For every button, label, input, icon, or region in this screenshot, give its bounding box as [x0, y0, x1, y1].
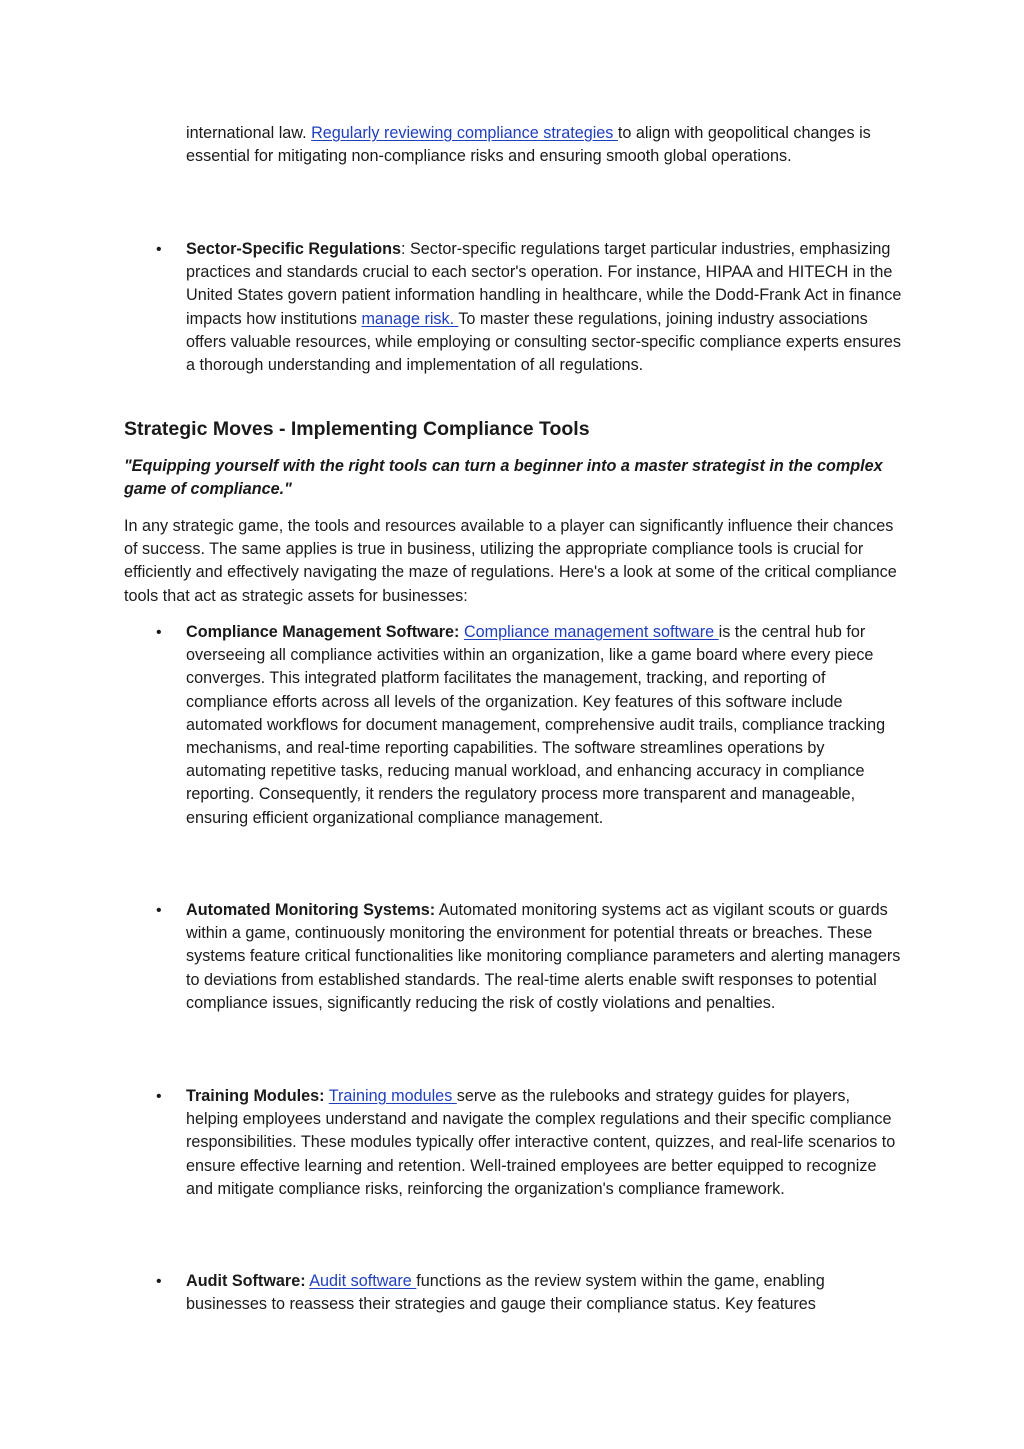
bullet-icon: •	[156, 902, 162, 919]
compliance-software-link[interactable]: Compliance management software	[463, 623, 719, 641]
tool-lead: Training Modules:	[186, 1087, 325, 1105]
manage-risk-link[interactable]: manage risk.	[361, 309, 459, 328]
sector-text-after: To master these regulations, joining industry associations offers valuable resources, while employing or consulting sector-specific compliance experts ensures a thorough understanding and implementation of all regulations.	[186, 309, 901, 375]
list-item-training-modules	[156, 1085, 902, 1201]
bullet-icon: •	[156, 624, 162, 641]
tool-text: Automated monitoring systems act as vigilant scouts or guards within a game, continuously monitoring the environment for potential threats or breaches. These systems feature critical functionalities like monitoring compliance parameters and alerting managers to deviations from established standards. The real-time alerts enable swift responses to potential compliance issues, significantly reducing the risk of costly violations and penalties.	[186, 901, 901, 1012]
top-paragraph-text-after: to align with geopolitical changes is essential for mitigating non-compliance risks and ensuring smooth global operations.	[186, 124, 871, 166]
sector-lead: Sector-Specific Regulations	[186, 240, 401, 258]
section-intro: In any strategic game, the tools and resources available to a player can significantly influence their chances of success. The same applies is true in business, utilizing the appropriate compliance tools is crucial for efficiently and effectively navigating the maze of regulations. Here's a look at some of the critical compliance tools that act as strategic assets for businesses:	[124, 517, 897, 605]
bullet-icon: •	[156, 1273, 162, 1290]
top-paragraph	[186, 122, 902, 168]
tool-text: is the central hub for overseeing all compliance activities within an organization, like a game board where every piece converges. This integrated platform facilitates the management, tracking, and reporting of compliance efforts across all levels of the organization. Key features of this software include automated workflows for document management, comprehensive audit trails, compliance tracking mechanisms, and real-time reporting capabilities. The software streamlines operations by automating repetitive tasks, reducing manual workload, and enhancing accuracy in compliance reporting. Consequently, it renders the regulatory process more transparent and manageable, ensuring efficient organizational compliance management.	[186, 623, 886, 827]
section-quote: "Equipping yourself with the right tools can turn a beginner into a master strategist in the complex game of compliance."	[124, 457, 883, 499]
list-item-monitoring-systems	[156, 899, 902, 1015]
list-item-audit-software	[156, 1270, 902, 1316]
bullet-icon: •	[156, 1088, 162, 1105]
tool-lead: Compliance Management Software:	[186, 623, 460, 641]
list-item-sector-specific	[156, 238, 902, 377]
tool-lead: Automated Monitoring Systems:	[186, 901, 436, 919]
sector-text-before: : Sector-specific regulations target particular industries, emphasizing practices and standards crucial to each sector's operation. For instance, HIPAA and HITECH in the United States govern patient information handling in healthcare, while the Dodd-Frank Act in finance impacts how institutions	[186, 240, 902, 328]
regularly-reviewing-link[interactable]: Regularly reviewing compliance strategies	[311, 124, 618, 142]
tool-text: serve as the rulebooks and strategy guides for players, helping employees understand and navigate the complex regulations and their specific compliance responsibilities. These modules typically offer interactive content, quizzes, and real-life scenarios to ensure effective learning and retention. Well-trained employees are better equipped to recognize and mitigate compliance risks, reinforcing the organization's compliance framework.	[186, 1087, 896, 1198]
tool-text: functions as the review system within the game, enabling businesses to reassess their strategies and gauge their compliance status. Key features	[186, 1272, 825, 1314]
section-heading: Strategic Moves - Implementing Compliance Tools	[124, 418, 590, 440]
bullet-icon: •	[156, 241, 162, 258]
audit-software-link[interactable]: Audit software	[309, 1272, 417, 1290]
tool-lead: Audit Software:	[186, 1272, 306, 1290]
list-item-compliance-software	[156, 621, 902, 830]
top-paragraph-text-before: international law.	[186, 124, 312, 142]
training-modules-link[interactable]: Training modules	[328, 1087, 457, 1105]
